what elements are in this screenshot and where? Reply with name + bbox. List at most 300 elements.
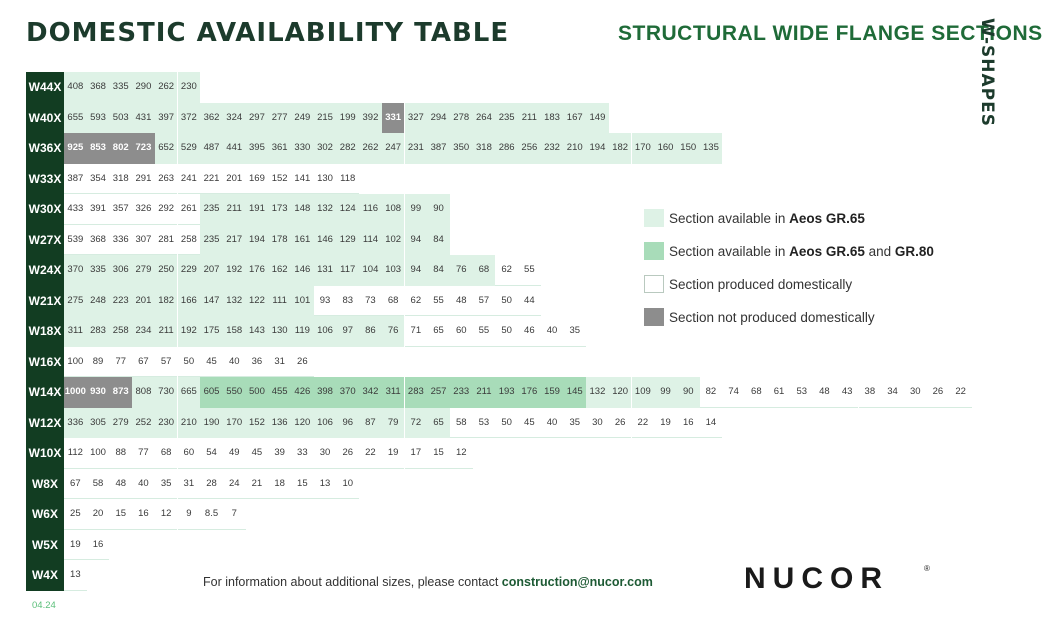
table-cell: 362	[200, 103, 223, 134]
table-cell: 263	[155, 164, 178, 195]
table-cell: 330	[291, 133, 314, 164]
table-cell: 22	[632, 408, 655, 439]
table-cell: 318	[109, 164, 132, 195]
row-label: W40X	[28, 110, 62, 125]
table-cell: 76	[382, 316, 405, 347]
table-cell: 12	[155, 499, 178, 530]
table-cell: 211	[223, 194, 246, 225]
legend	[644, 208, 934, 340]
table-cell: 50	[495, 286, 518, 317]
table-cell: 152	[246, 408, 269, 439]
table-cell: 426	[291, 377, 314, 408]
table-cell: 68	[473, 255, 496, 286]
table-cell: 58	[450, 408, 473, 439]
table-cell: 159	[541, 377, 564, 408]
table-cell: 132	[586, 377, 609, 408]
table-cell: 60	[450, 316, 473, 347]
nucor-logo	[744, 560, 932, 594]
table-cell: 252	[132, 408, 155, 439]
table-cell: 286	[495, 133, 518, 164]
table-cell: 102	[382, 225, 405, 256]
legend-text: Section available in	[669, 210, 790, 226]
table-cell: 73	[359, 286, 382, 317]
table-cell: 408	[64, 72, 87, 103]
table-cell: 302	[314, 133, 337, 164]
row-label: W4X	[31, 568, 58, 582]
table-cell: 57	[155, 347, 178, 378]
table-cell: 161	[291, 225, 314, 256]
legend-bold: Aeos GR.65	[789, 243, 865, 259]
table-cell: 24	[223, 469, 246, 500]
table-cell: 873	[109, 377, 132, 408]
table-cell: 40	[223, 347, 246, 378]
table-cell: 930	[87, 377, 110, 408]
table-cell: 9	[178, 499, 201, 530]
table-cell: 48	[813, 377, 836, 408]
table-cell: 235	[200, 225, 223, 256]
legend-item-aeos65-80	[644, 241, 934, 261]
table-cell: 247	[382, 133, 405, 164]
table-cell: 124	[336, 194, 359, 225]
table-cell: 31	[268, 347, 291, 378]
table-cell: 324	[223, 103, 246, 134]
table-cell: 12	[450, 438, 473, 469]
table-cell: 108	[382, 194, 405, 225]
table-cell: 327	[405, 103, 428, 134]
table-cell: 150	[677, 133, 700, 164]
table-cell: 106	[314, 316, 337, 347]
table-cell: 28	[200, 469, 223, 500]
table-cell: 652	[155, 133, 178, 164]
table-cell: 655	[64, 103, 87, 134]
table-cell: 109	[632, 377, 655, 408]
table-cell: 53	[473, 408, 496, 439]
table-cell: 31	[178, 469, 201, 500]
table-cell: 58	[87, 469, 110, 500]
table-cell: 71	[405, 316, 428, 347]
table-cell: 22	[359, 438, 382, 469]
table-cell: 370	[336, 377, 359, 408]
page-title: DOMESTIC AVAILABILITY TABLE	[26, 18, 510, 48]
table-cell: 62	[495, 255, 518, 286]
row-label: W21X	[28, 293, 62, 308]
table-cell: 146	[314, 225, 337, 256]
table-cell: 808	[132, 377, 155, 408]
table-cell: 387	[427, 133, 450, 164]
table-cell: 192	[223, 255, 246, 286]
table-cell: 201	[223, 164, 246, 195]
table-cell: 487	[200, 133, 223, 164]
table-cell: 26	[336, 438, 359, 469]
table-cell: 114	[359, 225, 382, 256]
table-cell: 93	[314, 286, 337, 317]
table-cell: 357	[109, 194, 132, 225]
table-cell: 103	[382, 255, 405, 286]
table-cell: 100	[64, 347, 87, 378]
table-cell: 665	[178, 377, 201, 408]
table-cell: 730	[155, 377, 178, 408]
table-cell: 15	[427, 438, 450, 469]
table-cell: 84	[427, 255, 450, 286]
table-cell: 262	[155, 72, 178, 103]
table-cell: 230	[155, 408, 178, 439]
table-cell: 68	[745, 377, 768, 408]
table-cell: 50	[178, 347, 201, 378]
table-cell: 122	[246, 286, 269, 317]
row-label: W30X	[28, 202, 62, 216]
table-cell: 132	[223, 286, 246, 317]
table-cell: 234	[132, 316, 155, 347]
row-label: W44X	[28, 80, 62, 94]
table-cell: 593	[87, 103, 110, 134]
table-cell: 118	[336, 164, 359, 195]
table-cell: 44	[518, 286, 541, 317]
table-cell: 34	[881, 377, 904, 408]
table-cell: 45	[518, 408, 541, 439]
table-cell: 210	[178, 408, 201, 439]
table-cell: 853	[87, 133, 110, 164]
row-label: W16X	[28, 354, 62, 369]
table-cell: 7	[223, 499, 246, 530]
table-cell: 83	[336, 286, 359, 317]
table-cell: 132	[314, 194, 337, 225]
table-cell: 22	[949, 377, 972, 408]
table-cell: 26	[609, 408, 632, 439]
table-cell: 65	[427, 408, 450, 439]
table-cell: 30	[314, 438, 337, 469]
table-cell: 15	[291, 469, 314, 500]
table-cell: 231	[405, 133, 428, 164]
table-cell: 15	[109, 499, 132, 530]
table-cell: 178	[268, 225, 291, 256]
table-cell: 281	[155, 225, 178, 256]
table-cell: 256	[518, 133, 541, 164]
table-cell: 311	[64, 316, 87, 347]
table-cell: 130	[314, 164, 337, 195]
table-cell: 89	[87, 347, 110, 378]
side-label: W-SHAPES	[977, 18, 997, 127]
table-cell: 49	[223, 438, 246, 469]
table-cell: 33	[291, 438, 314, 469]
table-cell: 97	[336, 316, 359, 347]
table-cell: 90	[677, 377, 700, 408]
table-cell: 16	[677, 408, 700, 439]
table-cell: 120	[291, 408, 314, 439]
table-cell: 87	[359, 408, 382, 439]
table-cell: 211	[155, 316, 178, 347]
row-label: W18X	[28, 324, 62, 338]
table-cell: 147	[200, 286, 223, 317]
legend-text: Section available in	[669, 243, 790, 259]
table-cell: 223	[109, 286, 132, 317]
table-cell: 283	[87, 316, 110, 347]
legend-item-not-domestic	[644, 307, 934, 327]
table-cell: 318	[473, 133, 496, 164]
row-label: W12X	[28, 415, 62, 430]
table-cell: 19	[382, 438, 405, 469]
table-cell: 18	[268, 469, 291, 500]
table-cell: 45	[200, 347, 223, 378]
table-cell: 211	[518, 103, 541, 134]
table-cell: 50	[495, 316, 518, 347]
table-cell: 342	[359, 377, 382, 408]
table-cell: 84	[427, 225, 450, 256]
table-cell: 249	[291, 103, 314, 134]
table-cell: 368	[87, 72, 110, 103]
row-label: W14X	[28, 385, 62, 399]
registered-mark: ®	[924, 564, 930, 573]
table-cell: 130	[268, 316, 291, 347]
table-cell: 72	[405, 408, 428, 439]
table-cell: 1000	[64, 377, 87, 408]
table-cell: 182	[155, 286, 178, 317]
table-cell: 336	[64, 408, 87, 439]
table-cell: 94	[405, 225, 428, 256]
table-cell: 30	[904, 377, 927, 408]
table-cell: 232	[541, 133, 564, 164]
table-cell: 262	[359, 133, 382, 164]
legend-swatch-aeos65-80	[644, 242, 664, 260]
table-cell: 258	[109, 316, 132, 347]
table-cell: 117	[336, 255, 359, 286]
table-cell: 370	[64, 255, 87, 286]
table-cell: 17	[405, 438, 428, 469]
table-cell: 391	[87, 194, 110, 225]
table-cell: 257	[427, 377, 450, 408]
table-cell: 529	[178, 133, 201, 164]
legend-bold: GR.80	[894, 243, 934, 259]
row-label: W24X	[28, 263, 62, 277]
table-cell: 131	[314, 255, 337, 286]
table-cell: 111	[268, 286, 291, 317]
table-cell: 539	[64, 225, 87, 256]
table-cell: 550	[223, 377, 246, 408]
legend-text: and	[864, 243, 895, 259]
table-cell: 275	[64, 286, 87, 317]
row-label: W27X	[28, 232, 62, 247]
table-cell: 335	[109, 72, 132, 103]
table-cell: 100	[87, 438, 110, 469]
table-cell: 48	[450, 286, 473, 317]
row-label: W6X	[31, 507, 58, 521]
table-cell: 176	[246, 255, 269, 286]
table-cell: 67	[64, 469, 87, 500]
table-cell: 55	[473, 316, 496, 347]
table-cell: 233	[450, 377, 473, 408]
contact-info	[203, 575, 653, 589]
table-cell: 335	[87, 255, 110, 286]
table-cell: 119	[291, 316, 314, 347]
table-cell: 13	[64, 560, 87, 591]
table-cell: 392	[359, 103, 382, 134]
table-cell: 19	[64, 530, 87, 561]
table-cell: 55	[518, 255, 541, 286]
table-cell: 387	[64, 164, 87, 195]
table-cell: 57	[473, 286, 496, 317]
legend-swatch-domestic	[644, 275, 664, 293]
table-cell: 433	[64, 194, 87, 225]
table-cell: 90	[427, 194, 450, 225]
table-cell: 194	[586, 133, 609, 164]
table-cell: 141	[291, 164, 314, 195]
table-cell: 605	[200, 377, 223, 408]
table-cell: 145	[563, 377, 586, 408]
table-cell: 294	[427, 103, 450, 134]
table-cell: 331	[382, 103, 405, 134]
table-cell: 77	[132, 438, 155, 469]
table-cell: 53	[790, 377, 813, 408]
table-cell: 68	[382, 286, 405, 317]
table-cell: 278	[450, 103, 473, 134]
table-cell: 241	[178, 164, 201, 195]
table-cell: 82	[700, 377, 723, 408]
row-labels-column	[26, 72, 64, 591]
table-cell: 291	[132, 164, 155, 195]
table-cell: 146	[291, 255, 314, 286]
table-cell: 43	[836, 377, 859, 408]
table-cell: 136	[268, 408, 291, 439]
table-cell: 395	[246, 133, 269, 164]
table-cell: 217	[223, 225, 246, 256]
table-cell: 170	[632, 133, 655, 164]
table-cell: 20	[87, 499, 110, 530]
table-cell: 250	[155, 255, 178, 286]
table-cell: 190	[200, 408, 223, 439]
table-cell: 76	[450, 255, 473, 286]
table-cell: 13	[314, 469, 337, 500]
table-cell: 183	[541, 103, 564, 134]
table-cell: 54	[200, 438, 223, 469]
legend-item-aeos65	[644, 208, 934, 228]
table-cell: 62	[405, 286, 428, 317]
legend-text: Section produced domestically	[669, 276, 853, 292]
table-cell: 398	[314, 377, 337, 408]
table-cell: 148	[291, 194, 314, 225]
table-cell: 305	[87, 408, 110, 439]
table-cell: 16	[87, 530, 110, 561]
table-cell: 431	[132, 103, 155, 134]
table-cell: 194	[246, 225, 269, 256]
table-cell: 282	[336, 133, 359, 164]
table-cell: 221	[200, 164, 223, 195]
table-cell: 112	[64, 438, 87, 469]
table-cell: 106	[314, 408, 337, 439]
table-cell: 372	[178, 103, 201, 134]
table-cell: 68	[155, 438, 178, 469]
table-cell: 10	[336, 469, 359, 500]
table-cell: 88	[109, 438, 132, 469]
table-cell: 199	[336, 103, 359, 134]
legend-item-domestic	[644, 274, 934, 294]
table-cell: 101	[291, 286, 314, 317]
page-subtitle: STRUCTURAL WIDE FLANGE SECTIONS	[618, 22, 1043, 45]
row-label: W33X	[28, 171, 62, 186]
table-cell: 94	[405, 255, 428, 286]
table-cell: 354	[87, 164, 110, 195]
table-cell: 35	[563, 408, 586, 439]
table-cell: 182	[609, 133, 632, 164]
table-cell: 368	[87, 225, 110, 256]
table-cell: 143	[246, 316, 269, 347]
table-cell: 77	[109, 347, 132, 378]
table-cell: 30	[586, 408, 609, 439]
table-cell: 307	[132, 225, 155, 256]
table-cell: 397	[155, 103, 178, 134]
table-cell: 336	[109, 225, 132, 256]
row-label: W5X	[31, 537, 58, 552]
table-cell: 229	[178, 255, 201, 286]
table-cell: 61	[768, 377, 791, 408]
table-cell: 99	[654, 377, 677, 408]
table-cell: 40	[541, 316, 564, 347]
table-cell: 26	[291, 347, 314, 378]
table-cell: 261	[178, 194, 201, 225]
table-cell: 25	[64, 499, 87, 530]
table-cell: 46	[518, 316, 541, 347]
row-label: W36X	[28, 141, 62, 155]
table-cell: 99	[405, 194, 428, 225]
table-cell: 173	[268, 194, 291, 225]
table-cell: 169	[246, 164, 269, 195]
table-cell: 279	[109, 408, 132, 439]
table-cell: 35	[155, 469, 178, 500]
table-cell: 210	[563, 133, 586, 164]
table-cell: 166	[178, 286, 201, 317]
table-cell: 503	[109, 103, 132, 134]
table-cell: 326	[132, 194, 155, 225]
table-cell: 211	[473, 377, 496, 408]
table-cell: 193	[495, 377, 518, 408]
table-cell: 8.5	[200, 499, 223, 530]
table-cell: 60	[178, 438, 201, 469]
table-cell: 135	[700, 133, 723, 164]
table-cell: 215	[314, 103, 337, 134]
table-cell: 264	[473, 103, 496, 134]
table-cell: 258	[178, 225, 201, 256]
table-cell: 292	[155, 194, 178, 225]
table-cell: 192	[178, 316, 201, 347]
table-cell: 35	[563, 316, 586, 347]
table-cell: 40	[132, 469, 155, 500]
table-cell: 162	[268, 255, 291, 286]
table-cell: 723	[132, 133, 155, 164]
table-cell: 36	[246, 347, 269, 378]
table-cell: 74	[722, 377, 745, 408]
table-cell: 306	[109, 255, 132, 286]
table-cell: 79	[382, 408, 405, 439]
table-cell: 45	[246, 438, 269, 469]
table-cell: 48	[109, 469, 132, 500]
table-cell: 361	[268, 133, 291, 164]
table-cell: 55	[427, 286, 450, 317]
contact-email-link[interactable]: construction@nucor.com	[501, 575, 653, 589]
table-cell: 235	[200, 194, 223, 225]
table-cell: 38	[859, 377, 882, 408]
table-cell: 21	[246, 469, 269, 500]
table-cell: 350	[450, 133, 473, 164]
table-cell: 120	[609, 377, 632, 408]
table-cell: 19	[654, 408, 677, 439]
table-cell: 67	[132, 347, 155, 378]
row-label: W10X	[28, 446, 62, 460]
table-cell: 235	[495, 103, 518, 134]
table-cell: 279	[132, 255, 155, 286]
table-cell: 311	[382, 377, 405, 408]
table-cell: 283	[405, 377, 428, 408]
table-cell: 277	[268, 103, 291, 134]
table-cell: 26	[927, 377, 950, 408]
table-cell: 14	[700, 408, 723, 439]
